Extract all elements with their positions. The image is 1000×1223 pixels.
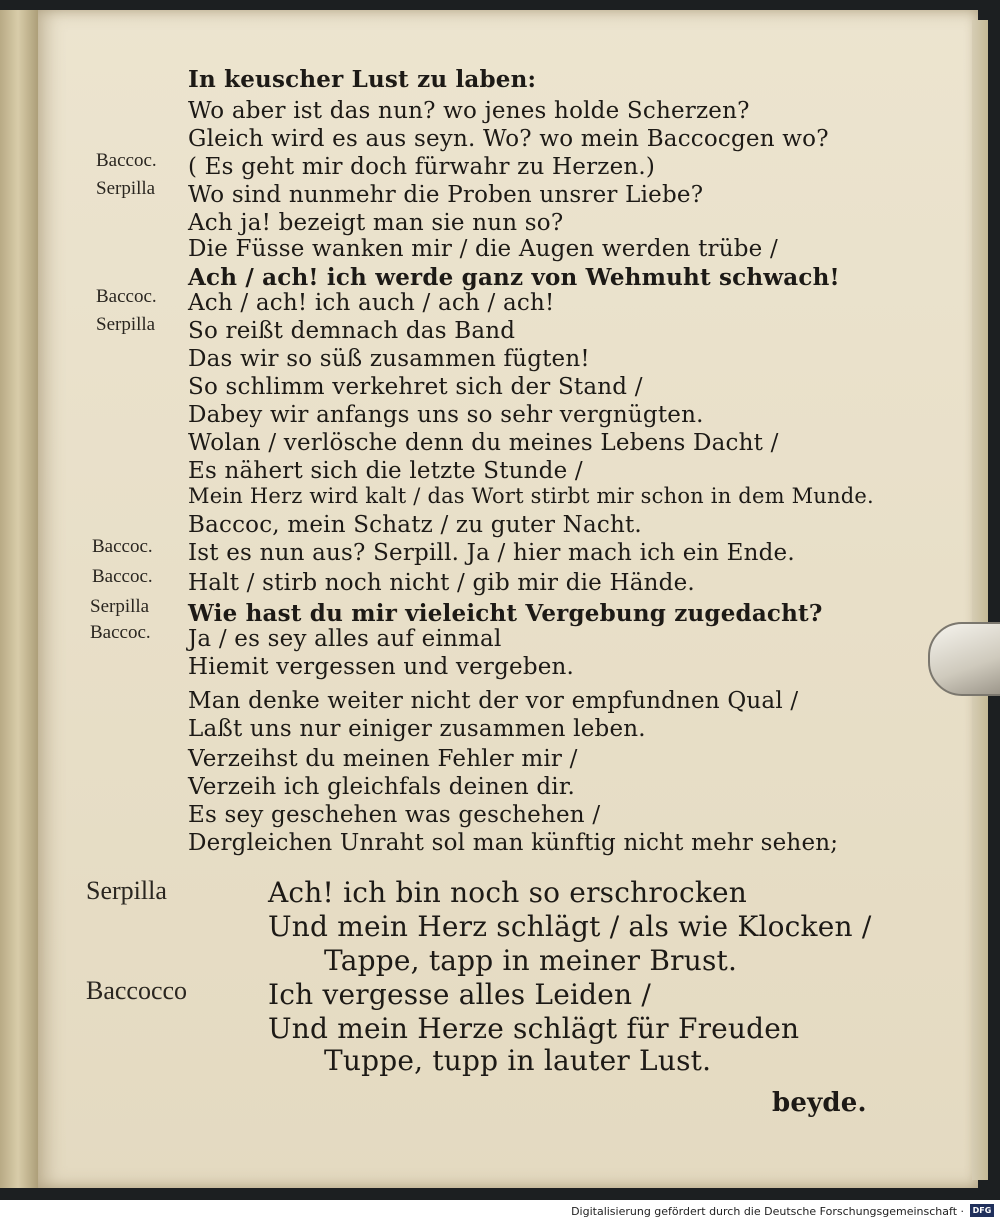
previous-page-edge <box>0 10 42 1188</box>
verse-line: Ja / es sey alles auf einmal <box>188 626 502 652</box>
verse-line: ( Es geht mir doch fürwahr zu Herzen.) <box>188 154 656 180</box>
verse-line: Wo aber ist das nun? wo jenes holde Scherzen? <box>188 98 750 124</box>
verse-line: Mein Herz wird kalt / das Wort stirbt mir schon in dem Munde. <box>188 484 874 508</box>
speaker-label: Serpilla <box>96 314 156 335</box>
speaker-label: Baccoc. <box>96 286 157 307</box>
verse-line: Verzeihst du meinen Fehler mir / <box>188 746 578 772</box>
verse-line: Es nähert sich die letzte Stunde / <box>188 458 583 484</box>
song-line: Ach! ich bin noch so erschrocken <box>268 876 748 909</box>
together-marker: beyde. <box>772 1088 867 1118</box>
verse-line: Die Füsse wanken mir / die Augen werden trübe / <box>188 236 778 262</box>
verse-line: Dergleichen Unraht sol man künftig nicht mehr sehen; <box>188 830 839 856</box>
footer-bar <box>0 1200 1000 1223</box>
verse-line: Verzeih ich gleichfals deinen dir. <box>188 774 576 800</box>
verse-line: Halt / stirb noch nicht / gib mir die Hände. <box>188 570 695 596</box>
speaker-label: Baccoc. <box>90 622 151 643</box>
verse-line: Baccoc, mein Schatz / zu guter Nacht. <box>188 512 642 538</box>
verse-line: Ach ja! bezeigt man sie nun so? <box>188 210 564 236</box>
song-line: Tuppe, tupp in lauter Lust. <box>324 1044 712 1077</box>
funding-credit: Digitalisierung gefördert durch die Deutsche Forschungsgemeinschaft · <box>571 1205 964 1218</box>
speaker-label: Baccoc. <box>92 536 153 557</box>
song-line: Ich vergesse alles Leiden / <box>268 978 651 1011</box>
speaker-label: Serpilla <box>96 178 156 199</box>
page-clip-tab <box>928 622 1000 696</box>
verse-line: Dabey wir anfangs uns so sehr vergnügten. <box>188 402 704 428</box>
verse-line: So reißt demnach das Band <box>188 318 516 344</box>
speaker-label: Baccoc. <box>92 566 153 587</box>
verse-line: In keuscher Lust zu laben: <box>188 66 537 93</box>
verse-line: Es sey geschehen was geschehen / <box>188 802 601 828</box>
next-pages-edge <box>972 20 988 1180</box>
verse-line: Das wir so süß zusammen fügten! <box>188 346 590 372</box>
verse-line: Hiemit vergessen und vergeben. <box>188 654 575 680</box>
verse-line: Ist es nun aus? Serpill. Ja / hier mach ich ein Ende. <box>188 540 795 566</box>
speaker-label: Serpilla <box>90 596 150 617</box>
verse-line: Wie hast du mir vieleicht Vergebung zugedacht? <box>188 600 823 627</box>
verse-line: Ach / ach! ich auch / ach / ach! <box>188 290 555 316</box>
verse-line: So schlimm verkehret sich der Stand / <box>188 374 643 400</box>
verse-line: Wolan / verlösche denn du meines Lebens Dacht / <box>188 430 779 456</box>
song-line: Und mein Herze schlägt für Freuden <box>268 1012 800 1045</box>
speaker-label: Baccocco <box>86 976 188 1005</box>
song-line: Und mein Herz schlägt / als wie Klocken / <box>268 910 872 943</box>
verse-line: Laßt uns nur einiger zusammen leben. <box>188 716 646 742</box>
speaker-label: Serpilla <box>86 876 167 905</box>
verse-line: Wo sind nunmehr die Proben unsrer Liebe? <box>188 182 704 208</box>
verse-line: Ach / ach! ich werde ganz von Wehmuht schwach! <box>188 264 840 291</box>
speaker-label: Baccoc. <box>96 150 157 171</box>
verse-line: Gleich wird es aus seyn. Wo? wo mein Baccocgen wo? <box>188 126 829 152</box>
song-line: Tappe, tapp in meiner Brust. <box>324 944 738 977</box>
verse-line: Man denke weiter nicht der vor empfundnen Qual / <box>188 688 799 714</box>
dfg-logo: DFG <box>970 1204 994 1217</box>
